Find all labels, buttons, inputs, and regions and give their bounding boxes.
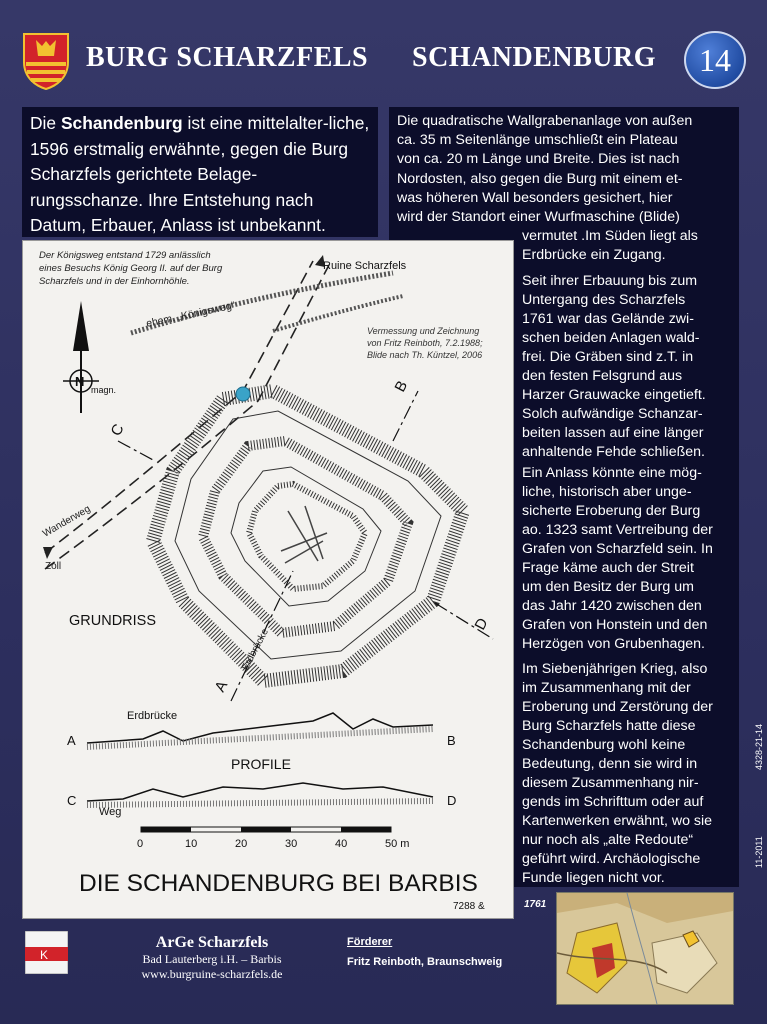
arge-logo-icon — [25, 931, 68, 974]
label-weg: Weg — [99, 806, 122, 818]
label-koenigsweg: ehem. „Königsweg“ — [145, 299, 237, 330]
site-plan — [22, 240, 514, 919]
scale-tick: 20 — [235, 838, 248, 850]
sponsor-block — [347, 936, 502, 968]
profile-label-c: C — [67, 793, 77, 808]
coat-of-arms-icon — [22, 32, 70, 90]
plan-reference: 7288 & — [453, 901, 485, 912]
scale-tick: 30 — [285, 838, 298, 850]
organisation-url[interactable]: www.burgruine-scharzfels.de — [141, 967, 283, 981]
scale-tick: 10 — [185, 838, 198, 850]
side-date: 11-2011 — [754, 836, 764, 868]
intro-text: Die Schandenburg ist eine mittelalter-liche, 1596 erstmalig erwähnte, gegen die Burg Scharzfels gerichtete Belage-rungsschanze. Ihre Entstehung nach Datum, Erbauer, Anlass ist unbekannt. — [22, 107, 378, 237]
paragraph-1-end: vermutet .Im Süden liegt als Erdbrücke ein Zugang. — [522, 228, 698, 263]
grundriss-heading: GRUNDRISS — [69, 613, 157, 629]
paragraph-4: Im Siebenjährigen Krieg, also im Zusammenhang mit der Eroberung und Zerstörung der Burg Scharzfels hatte diese Schandenburg wohl keine Bedeutung, denn sie wird in diesem Zusammenhang nir- gends im Schrifttum oder auf Kartenwerken erwähnt, wo sie nur noch als „alte Redoute“ geführt wird. Archäologische Funde liegen nicht vor. — [522, 661, 713, 886]
paragraph-1: Die quadratische Wallgrabenanlage von außen ca. 35 m Seitenlänge umschließt ein Plateau von ca. 20 m Länge und Breite. Dies ist nach Nordosten, also gegen die Burg mit einem et- was höheren Wall besonders gesichert, hier wird der Standort einer Wurfmaschine (Blide) — [397, 113, 693, 226]
north-label: N — [75, 374, 85, 389]
historic-map-image — [556, 892, 734, 1005]
section-label-c: C — [107, 421, 128, 439]
organisation-place: Bad Lauterberg i.H. – Barbis — [142, 952, 282, 966]
magnetic-label: magn. — [91, 385, 117, 395]
profile-label-d: D — [447, 793, 457, 808]
organisation-name: ArGe Scharzfels — [155, 934, 269, 951]
map-year: 1761 — [524, 899, 547, 910]
plan-credit-line: Vermessung und Zeichnung — [367, 326, 480, 336]
paragraph-3: Ein Anlass könnte eine mög- liche, historisch aber unge- sicherte Eroberung der Burg ao. 1323 samt Vertreibung der Grafen von Scharzfeld sein. In Frage käme auch der Streit um den Besitz der Burg um das Jahr 1420 zwischen den Grafen von Honstein und den Herzögen von Grubenhagen. — [522, 465, 713, 652]
scale-tick: 40 — [335, 838, 348, 850]
sponsor-label: Förderer — [347, 936, 393, 948]
profile-heading: PROFILE — [231, 756, 291, 772]
scale-tick: 50 m — [385, 838, 410, 850]
section-label-d: D — [471, 615, 492, 633]
section-label-b: B — [391, 378, 412, 395]
title-burg-scharzfels: BURG SCHARZFELS — [86, 42, 369, 73]
plan-note-line: eines Besuchs König Georg II. auf der Burg — [39, 263, 223, 274]
plan-caption: DIE SCHANDENBURG BEI BARBIS — [79, 870, 478, 897]
intro-bold: Schandenburg — [60, 113, 183, 133]
label-wanderweg: Wanderweg — [41, 503, 93, 540]
profile-label-a: A — [67, 733, 76, 748]
profile-label-b: B — [447, 733, 456, 748]
plan-note-line: Der Königsweg entstand 1729 anlässlich — [39, 250, 211, 261]
plan-note-line: Scharzfels und in der Einhornhöhle. — [39, 276, 190, 287]
label-ruine-scharzfels: Ruine Scharzfels — [323, 260, 407, 272]
label-zoll: Zoll — [45, 561, 62, 572]
label-erdbruecke-profile: Erdbrücke — [127, 710, 178, 722]
organisation-block — [117, 934, 307, 982]
svg-text:K: K — [40, 948, 49, 962]
plan-credit-line: Blide nach Th. Küntzel, 2006 — [367, 350, 483, 360]
paragraph-2: Seit ihrer Erbauung bis zum Untergang des Scharzfels 1761 war das Gelände zwi- schen beiden Anlagen wald- frei. Die Gräben sind z.T. in den festen Felsgrund aus Harzer Grauwacke eingetieft. Solch aufwändige Schanzar- beiten lassen auf eine länger anhaltende Fehde schließen. — [522, 273, 706, 460]
plan-credit-line: von Fritz Reinboth, 7.2.1988; — [367, 338, 483, 348]
label-erdbruecke-plan: Erdbrücke — [239, 627, 272, 673]
section-label-a: A — [211, 678, 232, 695]
scale-tick: 0 — [137, 838, 144, 850]
station-number-badge: 14 — [684, 31, 746, 89]
title-schandenburg: SCHANDENBURG — [412, 42, 657, 73]
sponsor-name: Fritz Reinboth, Braunschweig — [347, 956, 503, 968]
side-code: 4328-21-14 — [754, 723, 764, 770]
